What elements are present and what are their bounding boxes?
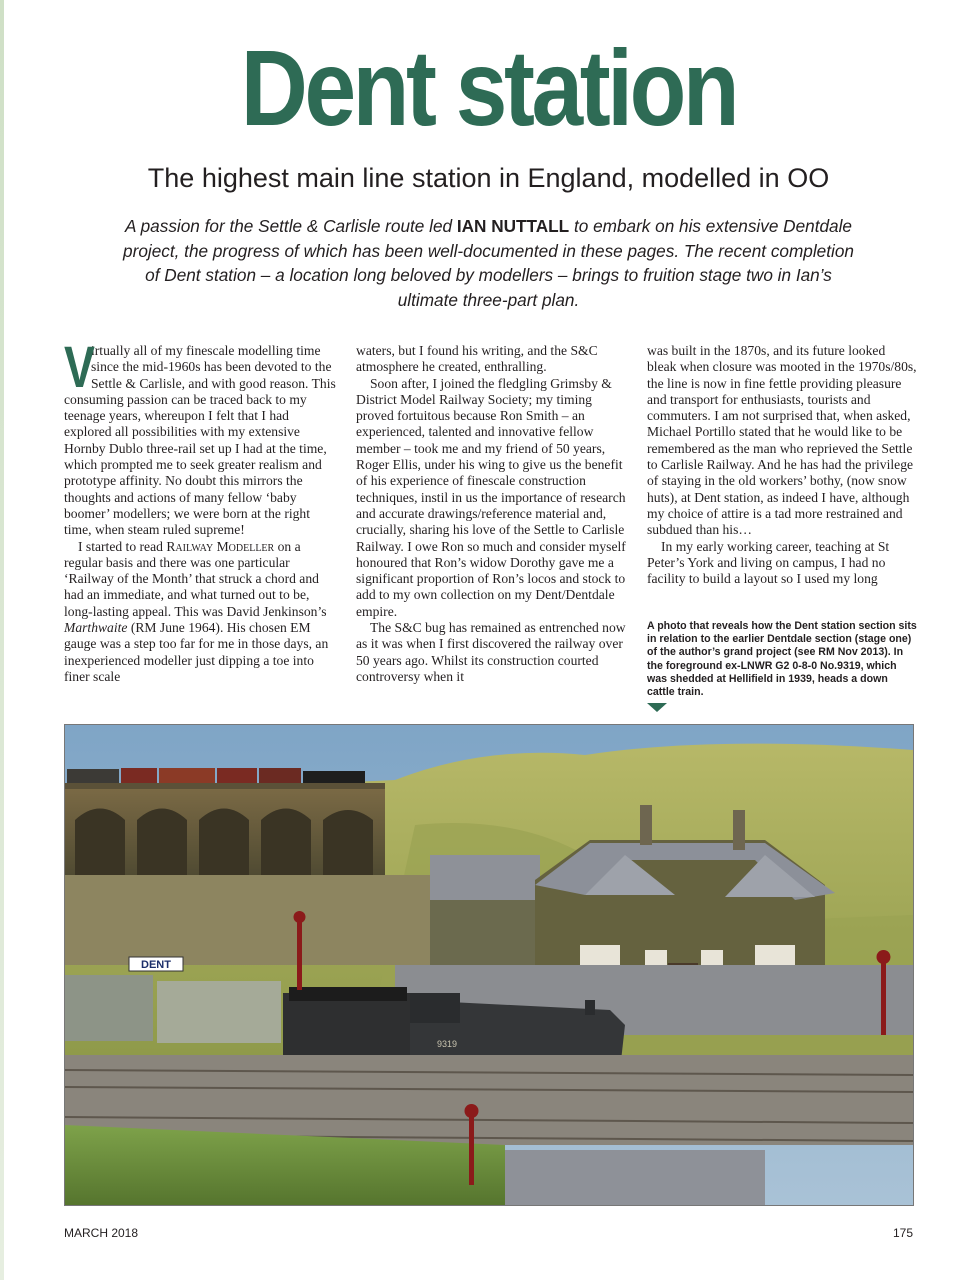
drop-cap: V <box>64 335 95 400</box>
standfirst-text-after: to embark on his extensive Dentdale project, the progress of which has been well-documented in these pages. The recent completion of Dent station – a location long beloved by modellers – brings to fruition stage two in Ian’s ultimate three-part plan. <box>123 216 854 310</box>
page-number: 175 <box>892 1226 913 1240</box>
paragraph-1-text: irtually all of my finescale modelling time since the mid-1960s has been devoted to the Settle & Carlisle, and with good reason. This consuming passion can be traced back to my teenage years, whereupon I felt that I had explored all possibilities with my extensive Hornby Dublo three-rail set up I had at the time, which prompted me to seek greater realism and prototype affinity. No doubt this mirrors the thoughts and actions of many fellow ‘baby boomer’ modellers; we were born at the right time, when steam ruled supreme! <box>64 343 336 538</box>
body-column-2 <box>356 343 626 685</box>
magazine-name: Railway Modeller <box>166 538 275 554</box>
paragraph-4: The S&C bug has remained as entrenched now as it was when I first discovered the railway over 50 years ago. Whilst its construction courted controversy when it <box>356 620 626 684</box>
loco-number: 9319 <box>437 1039 458 1049</box>
paragraph-3: Soon after, I joined the fledgling Grimsby & District Model Railway Society; my timing proved fortuitous because Ron Smith – an experienced, talented and innovative fellow member – took me and my friend of 50 years, Roger Ellis, under his wing to give us the benefit of his experience of finescale construction techniques, instil in us the importance of research and accurate drawings/reference material and, crucially, sharing his love of the Settle to Carlisle Railway. I owe Ron so much and consider myself honoured that Ron’s widow Dorothy gave me a significant proportion of Ron’s locos and stock to add to my own collection on my Dent/Dentdale empire. <box>356 375 626 619</box>
platform-roof <box>505 1150 765 1205</box>
paragraph-2 <box>64 539 336 686</box>
footer-date: MARCH 2018 <box>64 1226 139 1240</box>
body-column-3 <box>647 343 918 587</box>
viaduct <box>65 783 385 877</box>
article-title: Dent station <box>240 27 737 148</box>
author-name: IAN NUTTALL <box>456 216 570 236</box>
station-sign <box>129 957 183 971</box>
paragraph-2-text-b: on a regular basis and there was one particular ‘Railway of the Month’ that struck a chord and had an immediate, and what turned out to be, long-lasting appeal. This was David Jenkinson’s Marthwaite (RM June 1964). His chosen EM gauge was a step too far for me in those days, an inexperienced modeller just dipping a toe into finer scale <box>64 538 329 684</box>
paragraph-1 <box>64 335 336 539</box>
paragraph-4-continued: was built in the 1870s, and its future looked bleak when closure was mooted in the 1970s/80s, the line is now in fine fettle providing pleasure and transport for enthusiasts, tourists and commuters. I am not surprised that, when asked, Michael Portillo stated that he would like to be remembered as the man who reprieved the Settle to Carlisle Railway. And he has had the privilege of staying in the old workers’ bothy, (now snow huts), at Dent station, as indeed I have, although my choice of attire is a tad more restrained and subdued than his… <box>647 343 917 538</box>
paragraph-5: In my early working career, teaching at St Peter’s York and living on campus, I had no facility to build a layout so I used my long <box>647 538 890 587</box>
standfirst <box>120 214 857 312</box>
article-subtitle: The highest main line station in England, modelled in OO <box>147 163 830 193</box>
layout-name: Marthwaite <box>64 620 128 636</box>
paragraph-2-text-a: I started to read <box>78 538 167 554</box>
standfirst-text-before: A passion for the Settle & Carlisle route led <box>125 216 457 236</box>
body-column-1 <box>64 335 336 685</box>
photo-caption: A photo that reveals how the Dent station section sits in relation to the earlier Dentdale section (stage one) of the author’s grand project (see RM Nov 2013). In the foreground ex-LNWR G2 0-8-0 No.9319, which was shedded at Hellifield in 1939, heads a down cattle train. <box>647 620 917 699</box>
station-sign-text: DENT <box>141 959 171 971</box>
caption-pointer-icon <box>647 703 667 712</box>
layout-photo <box>64 724 914 1206</box>
paragraph-2-continued: waters, but I found his writing, and the S&C atmosphere he created, enthralling. <box>356 343 598 375</box>
